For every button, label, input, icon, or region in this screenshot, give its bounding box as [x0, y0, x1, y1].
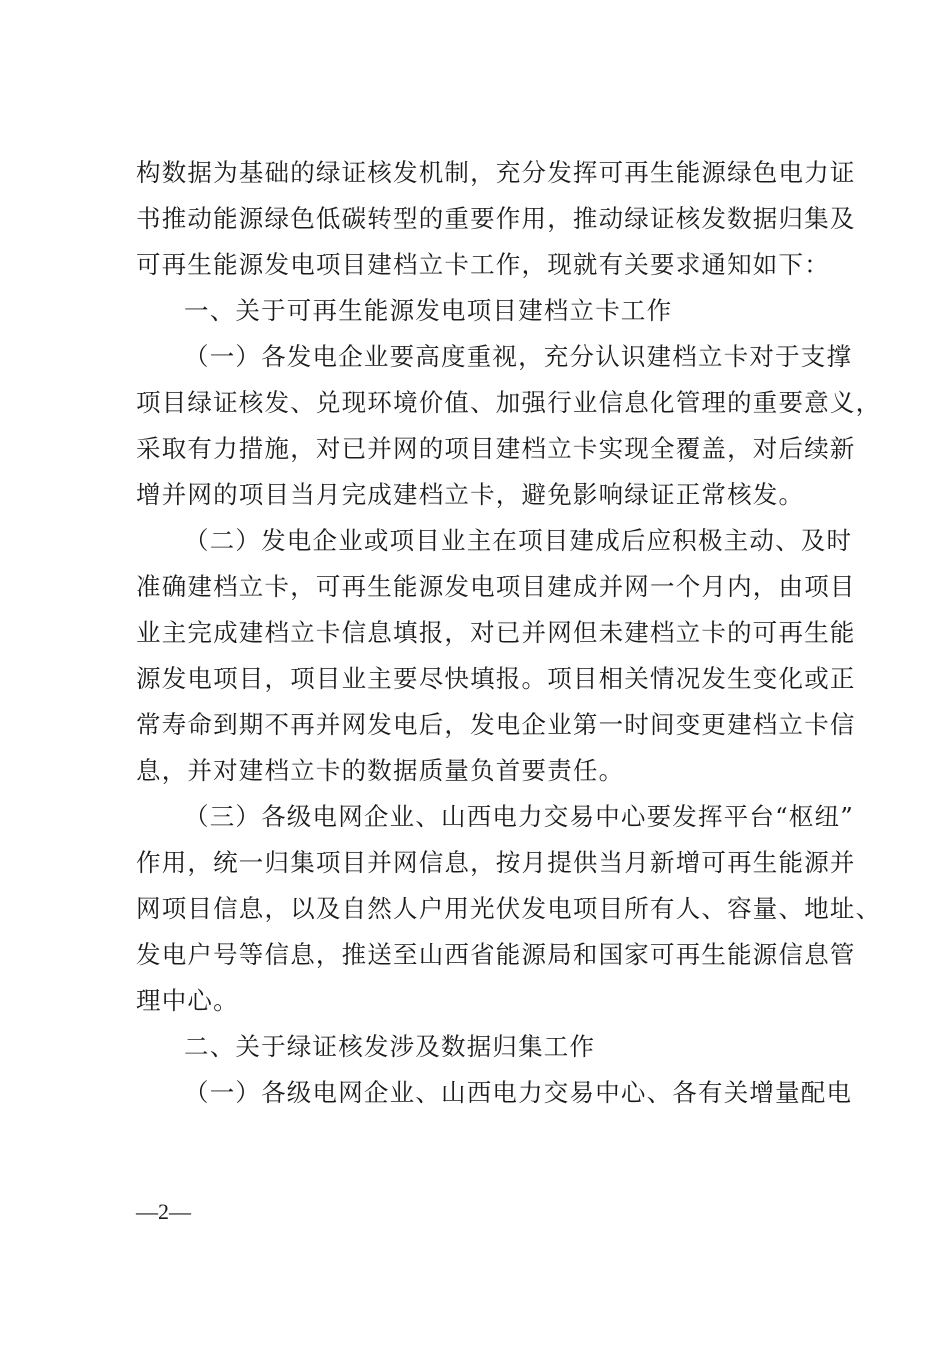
body-line: 书推动能源绿色低碳转型的重要作用，推动绿证核发数据归集及	[136, 204, 856, 233]
body-line: 发电户号等信息，推送至山西省能源局和国家可再生能源信息管	[136, 940, 856, 969]
section-heading-2: 二、关于绿证核发涉及数据归集工作	[184, 1032, 596, 1061]
body-line: 网项目信息，以及自然人户用光伏发电项目所有人、容量、地址、	[136, 894, 882, 923]
paragraph-2-1-start: （一）各级电网企业、山西电力交易中心、各有关增量配电	[184, 1078, 853, 1107]
paragraph-1-3-start: （三）各级电网企业、山西电力交易中心要发挥平台“枢纽”	[184, 802, 854, 831]
body-line: 构数据为基础的绿证核发机制，充分发挥可再生能源绿色电力证	[136, 158, 856, 187]
body-line: 业主完成建档立卡信息填报，对已并网但未建档立卡的可再生能	[136, 618, 856, 647]
paragraph-1-1-start: （一）各发电企业要高度重视，充分认识建档立卡对于支撑	[184, 342, 853, 371]
body-line: 可再生能源发电项目建档立卡工作，现就有关要求通知如下：	[136, 250, 830, 279]
paragraph-1-2-start: （二）发电企业或项目业主在项目建成后应积极主动、及时	[184, 526, 853, 555]
body-line: 采取有力措施，对已并网的项目建档立卡实现全覆盖，对后续新	[136, 434, 856, 463]
body-line: 常寿命到期不再并网发电后，发电企业第一时间变更建档立卡信	[136, 710, 856, 739]
body-line: 项目绿证核发、兑现环境价值、加强行业信息化管理的重要意义，	[136, 388, 882, 417]
section-heading-1: 一、关于可再生能源发电项目建档立卡工作	[184, 296, 673, 325]
body-line: 理中心。	[136, 986, 239, 1015]
document-body	[136, 150, 882, 1116]
body-line: 息，并对建档立卡的数据质量负首要责任。	[136, 756, 625, 785]
body-line: 增并网的项目当月完成建档立卡，避免影响绿证正常核发。	[136, 480, 805, 509]
body-line: 源发电项目，项目业主要尽快填报。项目相关情况发生变化或正	[136, 664, 856, 693]
body-line: 准确建档立卡，可再生能源发电项目建成并网一个月内，由项目	[136, 572, 856, 601]
page-number: —2—	[136, 1199, 191, 1224]
body-line: 作用，统一归集项目并网信息，按月提供当月新增可再生能源并	[136, 848, 856, 877]
